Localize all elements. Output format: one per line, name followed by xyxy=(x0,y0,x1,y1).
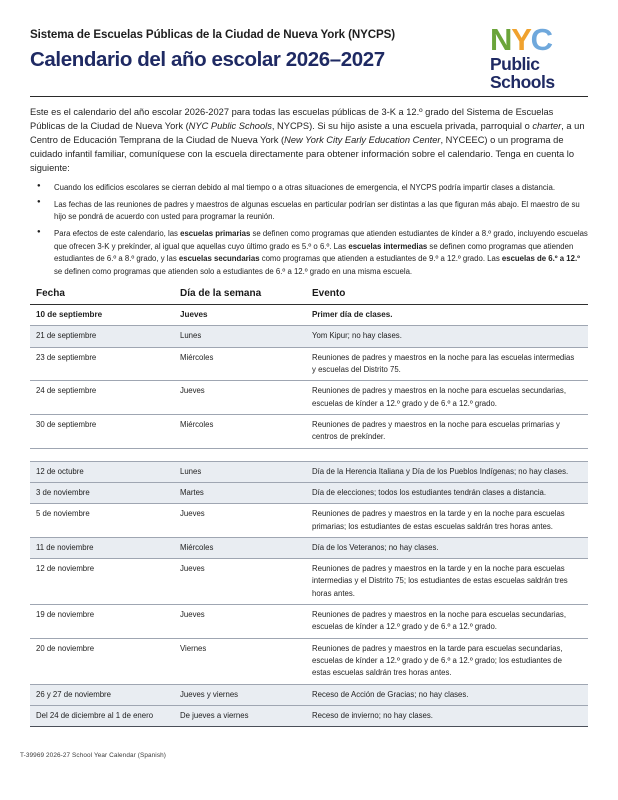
column-header-dia: Día de la semana xyxy=(174,286,306,305)
bullet-text-b: se definen como programas que atienden estudiantes de kínder a 8.º grado, incluyendo escuelas que ofrecen 3-K y prekínder, al igual que aquellas cuyo último grado es 5.º o 6.º. Las xyxy=(54,229,588,251)
cell-day: Miércoles xyxy=(174,537,306,558)
cell-event: Día de elecciones; todos los estudiantes tendrán clases a distancia. xyxy=(306,482,588,503)
cell-event: Reuniones de padres y maestros en la tarde y en la noche para escuelas primarias; los estudiantes de estas escuelas saldrán tres horas antes. xyxy=(306,504,588,538)
cell-day: Jueves xyxy=(174,605,306,639)
cell-event: Reuniones de padres y maestros en la tarde para escuelas secundarias, escuelas de kínder a 12.º grado y de 6.º a 12.º grado; los estudiantes de estas escuelas saldrán tres horas antes. xyxy=(306,638,588,684)
bullet-text: Cuando los edificios escolares se cierran debido al mal tiempo o a otras situaciones de emergencia, el NYCPS podría impartir clases a distancia. xyxy=(54,183,555,193)
table-body xyxy=(30,304,588,727)
cell-date: 24 de septiembre xyxy=(30,381,174,415)
table-header-row xyxy=(30,286,588,305)
cell-day: Miércoles xyxy=(174,347,306,381)
cell-day: Lunes xyxy=(174,461,306,482)
cell-date: 23 de septiembre xyxy=(30,347,174,381)
logo-line-schools: Schools xyxy=(490,72,555,93)
cell-day: Jueves xyxy=(174,304,306,326)
column-header-evento: Evento xyxy=(306,286,588,305)
cell-event: Receso de Acción de Gracias; no hay clases. xyxy=(306,684,588,705)
cell-day: Miércoles xyxy=(174,414,306,448)
header-text-block xyxy=(30,24,490,72)
table-row-spacer xyxy=(30,448,588,461)
table-row xyxy=(30,684,588,705)
intro-part-2: , NYCPS). Si su hijo asiste a una escuela privada, parroquial o xyxy=(271,120,533,131)
bullet-bold-intermedias: escuelas intermedias xyxy=(348,241,428,251)
cell-event: Receso de invierno; no hay clases. xyxy=(306,705,588,726)
intro-italic-2: charter xyxy=(532,120,562,131)
cell-date: 12 de noviembre xyxy=(30,559,174,605)
table-row xyxy=(30,504,588,538)
spacer-cell xyxy=(30,448,588,461)
notes-bullet-list xyxy=(30,182,588,278)
cell-event: Reuniones de padres y maestros en la noche para escuelas secundarias, escuelas de kínder a 12.º grado y de 6.º a 12.º grado. xyxy=(306,605,588,639)
list-item xyxy=(30,182,588,195)
table-row xyxy=(30,326,588,347)
cell-day: Jueves xyxy=(174,559,306,605)
cell-day: De jueves a viernes xyxy=(174,705,306,726)
cell-date: 3 de noviembre xyxy=(30,482,174,503)
cell-day: Jueves xyxy=(174,381,306,415)
intro-part-3: , a un Centro de Educación Temprana de la Ciudad de Nueva York ( xyxy=(30,120,585,145)
nyc-wordmark-icon xyxy=(490,22,588,57)
cell-date: 26 y 27 de noviembre xyxy=(30,684,174,705)
cell-event: Día de la Herencia Italiana y Día de los Pueblos Indígenas; no hay clases. xyxy=(306,461,588,482)
logo-line-public: Public xyxy=(490,53,540,74)
cell-event: Reuniones de padres y maestros en la noche para escuelas secundarias, escuelas de kínder a 12.º grado y de 6.º a 12.º grado. xyxy=(306,381,588,415)
list-item xyxy=(30,228,588,279)
intro-italic-3: New York City Early Education Center xyxy=(284,134,441,145)
bullet-text-e: se definen como programas que atienden solo a estudiantes de 6.º a 12.º grado en una misma escuela. xyxy=(54,266,413,276)
bullet-text-c: se definen como programas que atienden estudiantes de 6.º a 8.º grado, y las xyxy=(54,241,574,264)
column-header-fecha: Fecha xyxy=(30,286,174,305)
intro-part-4: , NYCEEC) o un programa de cuidado infantil familiar, comuníquese con la escuela directamente para obtener información sobre el calendario. Tenga en cuenta lo siguiente: xyxy=(30,134,575,174)
cell-date: Del 24 de diciembre al 1 de enero xyxy=(30,705,174,726)
cell-date: 20 de noviembre xyxy=(30,638,174,684)
cell-event: Primer día de clases. xyxy=(306,304,588,326)
cell-event: Reuniones de padres y maestros en la noche para las escuelas intermedias y escuelas del Distrito 75. xyxy=(306,347,588,381)
table-head xyxy=(30,286,588,305)
table-row xyxy=(30,414,588,448)
intro-part-1: Este es el calendario del año escolar 2026-2027 para todas las escuelas públicas de 3-K a 12.º grado del Sistema de Escuelas Públicas de la Ciudad de Nueva York ( xyxy=(30,106,554,131)
intro-paragraph xyxy=(30,105,588,176)
bullet-text: Las fechas de las reuniones de padres y maestros de algunas escuelas en particular podrían ser distintas a las que figuran más abajo. El maestro de su hijo se pondrá de acuerdo con usted para programar la reunión. xyxy=(54,199,580,222)
school-calendar-table xyxy=(30,286,588,728)
table-row xyxy=(30,705,588,726)
cell-event: Yom Kipur; no hay clases. xyxy=(306,326,588,347)
table-row xyxy=(30,482,588,503)
bullet-bold-secundarias: escuelas secundarias xyxy=(178,254,260,264)
bullet-bold-primarias: escuelas primarias xyxy=(180,229,251,239)
organization-name: Sistema de Escuelas Públicas de la Ciudad de Nueva York (NYCPS) xyxy=(30,28,396,41)
table-row xyxy=(30,347,588,381)
list-item xyxy=(30,199,588,224)
intro-italic-1: NYC Public Schools xyxy=(188,120,272,131)
table-row xyxy=(30,605,588,639)
cell-date: 5 de noviembre xyxy=(30,504,174,538)
bullet-text-d: como programas que atienden a estudiantes de 9.º a 12.º grado. Las xyxy=(259,254,502,264)
table-row xyxy=(30,537,588,558)
cell-event: Día de los Veteranos; no hay clases. xyxy=(306,537,588,558)
cell-day: Jueves xyxy=(174,504,306,538)
table-row xyxy=(30,559,588,605)
logo-letter-c: C xyxy=(530,22,552,57)
cell-date: 30 de septiembre xyxy=(30,414,174,448)
bullet-bold-6a12: escuelas de 6.º a 12.º xyxy=(501,254,580,264)
table-row xyxy=(30,304,588,326)
logo-letter-y: Y xyxy=(511,22,531,57)
cell-date: 12 de octubre xyxy=(30,461,174,482)
cell-day: Jueves y viernes xyxy=(174,684,306,705)
table-row xyxy=(30,638,588,684)
cell-day: Viernes xyxy=(174,638,306,684)
cell-event: Reuniones de padres y maestros en la noche para escuelas primarias y centros de prekínder. xyxy=(306,414,588,448)
footer-document-code: T-39969 2026-27 School Year Calendar (Spanish) xyxy=(20,752,167,759)
cell-date: 11 de noviembre xyxy=(30,537,174,558)
bullet-text-a: Para efectos de este calendario, las xyxy=(54,229,181,239)
table-row xyxy=(30,381,588,415)
cell-day: Martes xyxy=(174,482,306,503)
cell-event: Reuniones de padres y maestros en la tarde y en la noche para escuelas intermedias y el Distrito 75; los estudiantes de estas escuelas saldrán tres horas antes. xyxy=(306,559,588,605)
cell-date: 10 de septiembre xyxy=(30,304,174,326)
cell-date: 21 de septiembre xyxy=(30,326,174,347)
cell-day: Lunes xyxy=(174,326,306,347)
nyc-public-schools-logo xyxy=(490,24,588,92)
logo-letter-n: N xyxy=(490,22,512,57)
header-divider xyxy=(30,96,588,97)
page-header xyxy=(30,24,588,92)
page-title: Calendario del año escolar 2026–2027 xyxy=(30,48,385,72)
table-row xyxy=(30,461,588,482)
cell-date: 19 de noviembre xyxy=(30,605,174,639)
